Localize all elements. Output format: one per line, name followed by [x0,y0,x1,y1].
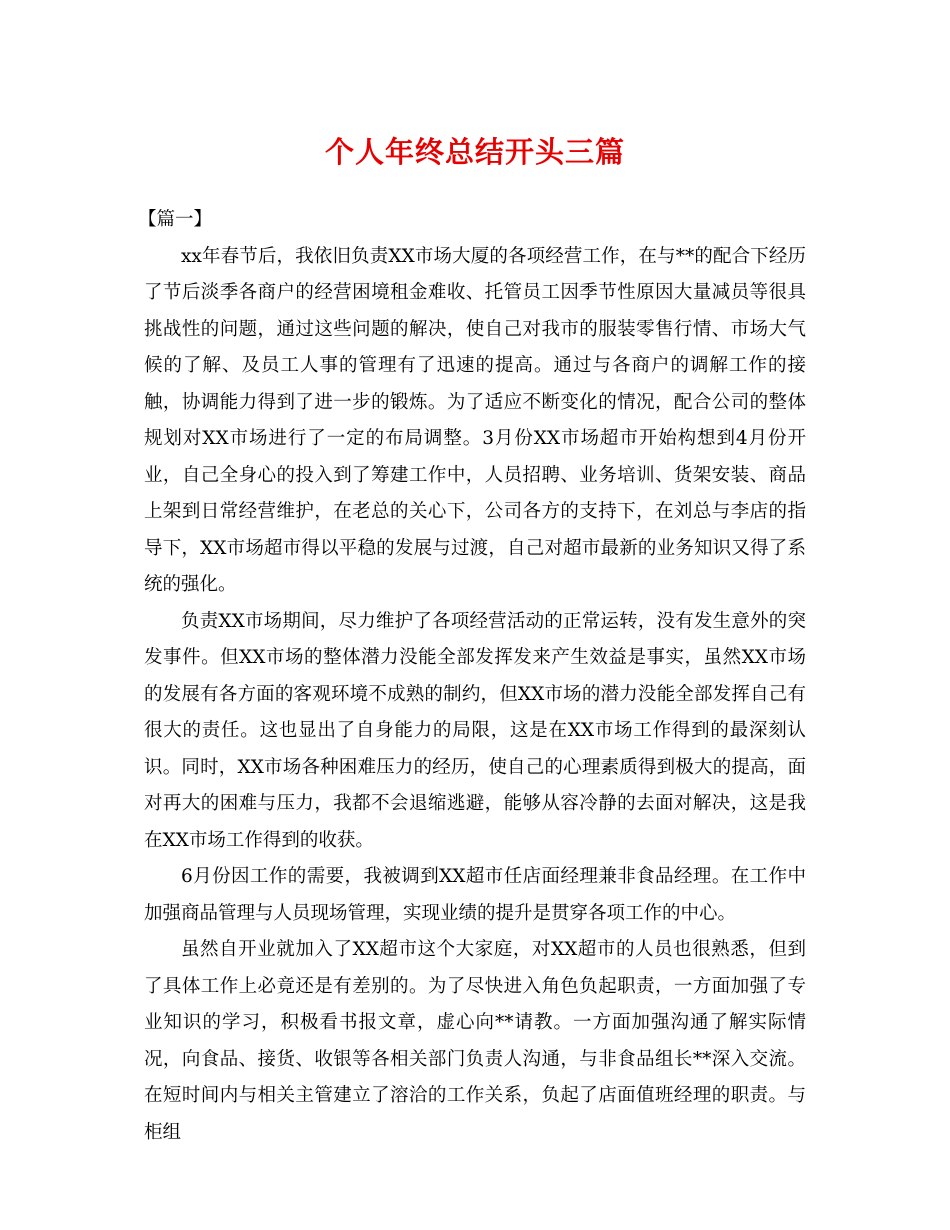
paragraph: xx年春节后，我依旧负责XX市场大厦的各项经营工作，在与**的配合下经历了节后淡季各商户的经营困境租金难收、托管员工因季节性原因大量减员等很具挑战性的问题，通过这些问题的解决，使自己对我市的服装零售行情、市场大气候的了解、及员工人事的管理有了迅速的提高。通过与各商户的调解工作的接触，协调能力得到了进一步的锻炼。为了适应不断变化的情况，配合公司的整体规划对XX市场进行了一定的布局调整。3月份XX市场超市开始构想到4月份开业，自己全身心的投入到了筹建工作中，人员招聘、业务培训、货架安装、商品上架到日常经营维护，在老总的关心下，公司各方的支持下，在刘总与李店的指导下，XX市场超市得以平稳的发展与过渡，自己对超市最新的业务知识又得了系统的强化。 [144,245,806,595]
section-label: 【篇一】 [138,209,213,230]
paragraph: 虽然自开业就加入了XX超市这个大家庭，对XX超市的人员也很熟悉，但到了具体工作上必竟还是有差别的。为了尽快进入角色负起职责，一方面加强了专业知识的学习，积极看书报文章，虚心向**请教。一方面加强沟通了解实际情况，向食品、接货、收银等各相关部门负责人沟通，与非食品组长**深入交流。在短时间内与相关主管建立了溶洽的工作关系，负起了店面值班经理的职责。与柜组 [144,939,806,1143]
document-title: 个人年终总结开头三篇 [324,135,625,169]
paragraph: 6月份因工作的需要，我被调到XX超市任店面经理兼非食品经理。在工作中加强商品管理与人员现场管理，实现业绩的提升是贯穿各项工作的中心。 [144,866,806,924]
document-body [138,202,806,1151]
paragraph: 负责XX市场期间，尽力维护了各项经营活动的正常运转，没有发生意外的突发事件。但XX市场的整体潜力没能全部发挥发来产生效益是事实，虽然XX市场的发展有各方面的客观环境不成熟的制约，但XX市场的潜力没能全部发挥自己有很大的责任。这也显出了自身能力的局限，这是在XX市场工作得到的最深刻认识。同时，XX市场各种困难压力的经历，使自己的心理素质得到极大的提高，面对再大的困难与压力，我都不会退缩逃避，能够从容冷静的去面对解决，这是我在XX市场工作得到的收获。 [144,610,806,851]
